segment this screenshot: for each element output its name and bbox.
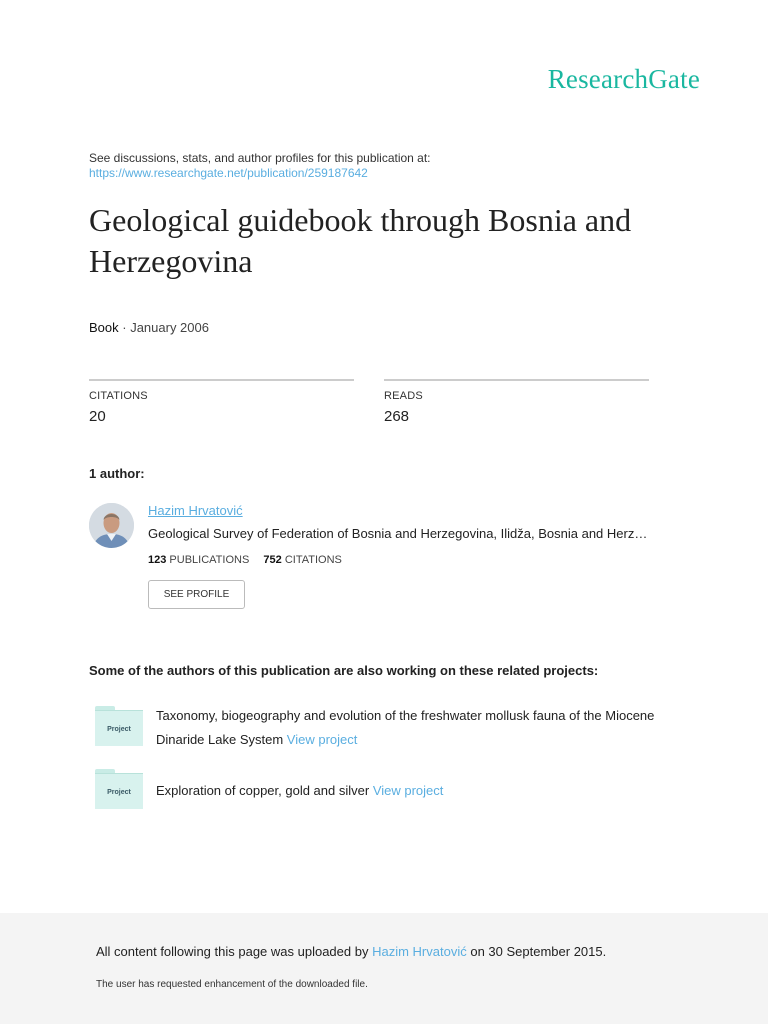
view-project-link[interactable]: View project: [372, 783, 444, 798]
publication-date: · January 2006: [118, 320, 209, 335]
author-stats: [148, 554, 342, 566]
publication-title: Geological guidebook through Bosnia and Herzegovina: [89, 202, 632, 279]
author-name-link[interactable]: Hazim Hrvatović: [148, 503, 243, 518]
author-publications-count: 123: [148, 554, 167, 566]
author-avatar[interactable]: [89, 503, 134, 548]
author-citations-label: CITATIONS: [284, 554, 342, 566]
uploader-link[interactable]: Hazim Hrvatović: [372, 944, 467, 959]
uploaded-prefix: All content following this page was uploaded by: [96, 944, 369, 959]
enhancement-note: The user has requested enhancement of the downloaded file.: [96, 979, 368, 990]
citations-label: CITATIONS: [89, 390, 148, 402]
author-affiliation: Geological Survey of Federation of Bosnia and Herzegovina, Ilidža, Bosnia and Herz…: [148, 526, 648, 541]
publication-type: Book: [89, 320, 119, 335]
intro-text: See discussions, stats, and author profiles for this publication at:: [89, 151, 431, 165]
project-icon-label: Project: [107, 789, 131, 796]
project-item: [156, 779, 666, 803]
publication-url-link[interactable]: https://www.researchgate.net/publication/259187642: [89, 166, 368, 180]
project-title: Exploration of copper, gold and silver: [156, 783, 370, 798]
project-folder-icon: [95, 706, 143, 746]
reads-value: 268: [384, 408, 410, 425]
view-project-link[interactable]: View project: [286, 732, 358, 747]
author-citations-count: 752: [263, 554, 282, 566]
citations-value: 20: [89, 408, 106, 425]
see-profile-button[interactable]: SEE PROFILE: [148, 580, 245, 609]
publication-meta: [89, 320, 209, 335]
uploaded-by-text: [96, 944, 606, 959]
reads-stat: [384, 379, 649, 425]
project-folder-icon: [95, 769, 143, 809]
project-title: Taxonomy, biogeography and evolution of the freshwater mollusk fauna of the Miocene Dinaride Lake System: [156, 708, 655, 747]
researchgate-logo[interactable]: ResearchGate: [547, 64, 700, 94]
authors-heading: 1 author:: [89, 466, 145, 481]
uploaded-suffix: on 30 September 2015.: [470, 944, 607, 959]
upload-footer: [0, 913, 768, 1024]
related-projects-heading: Some of the authors of this publication are also working on these related projects:: [89, 663, 599, 678]
intro-block: [89, 151, 431, 181]
author-photo-icon: [89, 503, 134, 548]
citations-stat: [89, 379, 354, 425]
author-publications-label: PUBLICATIONS: [169, 554, 250, 566]
project-icon-label: Project: [107, 726, 131, 733]
reads-label: READS: [384, 390, 423, 402]
project-item: [156, 704, 666, 752]
